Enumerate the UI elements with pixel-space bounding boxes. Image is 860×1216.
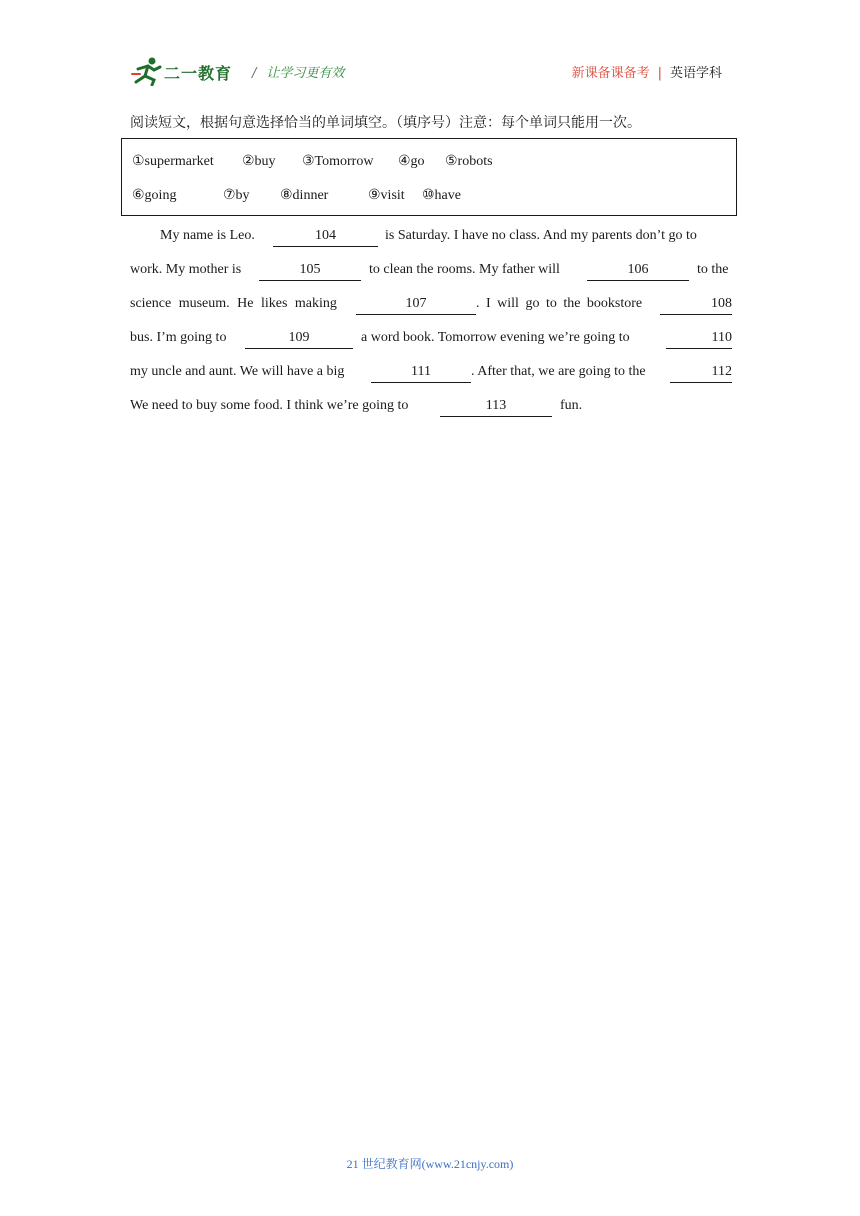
text-segment: a word book. Tomorrow evening we’re going to (361, 330, 630, 345)
header-divider: | (657, 66, 662, 81)
answer-blank: 111 (371, 364, 471, 383)
footer-link[interactable]: 21 世纪教育网(www.21cnjy.com) (346, 1157, 514, 1171)
text-segment: work. My mother is (130, 262, 242, 277)
logo (130, 56, 240, 88)
text-segment: We need to buy some food. I think we’re going to (130, 398, 409, 413)
header-prefix: 新课备课备考 (571, 66, 650, 81)
passage-line (130, 296, 732, 318)
passage-line (130, 398, 732, 420)
answer-blank: 113 (440, 398, 552, 417)
text-segment: . After that, we are going to the (471, 364, 646, 379)
answer-blank: 110 (666, 330, 732, 349)
passage-line (130, 228, 732, 250)
answer-blank: 112 (670, 364, 732, 383)
answer-blank: 107 (356, 296, 476, 315)
answer-blank: 104 (273, 228, 378, 247)
answer-blank: 109 (245, 330, 353, 349)
word-bank-box (121, 138, 737, 216)
word-option: ③Tomorrow (302, 154, 374, 169)
word-option: ⑩have (422, 188, 461, 203)
runner-icon (130, 56, 164, 86)
instruction: 阅读短文，根据句意选择恰当的单词填空。（填序号）注意：每个单词只能用一次。 (130, 115, 641, 131)
logo-text: 二一教育 (164, 64, 233, 83)
word-option: ②buy (242, 154, 276, 169)
answer-blank: 106 (587, 262, 689, 281)
slogan-text: 让学习更有效 (266, 66, 345, 81)
word-option: ①supermarket (132, 154, 214, 169)
answer-blank: 108 (660, 296, 732, 315)
word-option: ⑦by (223, 188, 250, 203)
slogan (252, 62, 344, 81)
answer-blank: 105 (259, 262, 361, 281)
passage-line (130, 364, 732, 386)
text-segment: . I will go to the bookstore (476, 296, 643, 311)
text-segment: my uncle and aunt. We will have a big (130, 364, 345, 379)
header-right (572, 62, 722, 81)
text-segment: My name is Leo. (160, 228, 255, 243)
word-option: ⑧dinner (280, 188, 329, 203)
passage-line (130, 262, 732, 284)
word-option: ⑤robots (445, 154, 493, 169)
passage-line (130, 330, 732, 352)
word-option: ⑨visit (368, 188, 405, 203)
text-segment: to the (697, 262, 729, 277)
slogan-slash: / (252, 66, 257, 81)
text-segment: science museum. He likes making (130, 296, 337, 311)
text-segment: fun. (560, 398, 583, 413)
page-header (130, 54, 730, 90)
text-segment: to clean the rooms. My father will (369, 262, 560, 277)
word-option: ④go (398, 154, 425, 169)
text-segment: bus. I’m going to (130, 330, 227, 345)
text-segment: is Saturday. I have no class. And my parents don’t go to (385, 228, 697, 243)
word-option: ⑥going (132, 188, 177, 203)
header-subject: 英语学科 (669, 66, 722, 81)
